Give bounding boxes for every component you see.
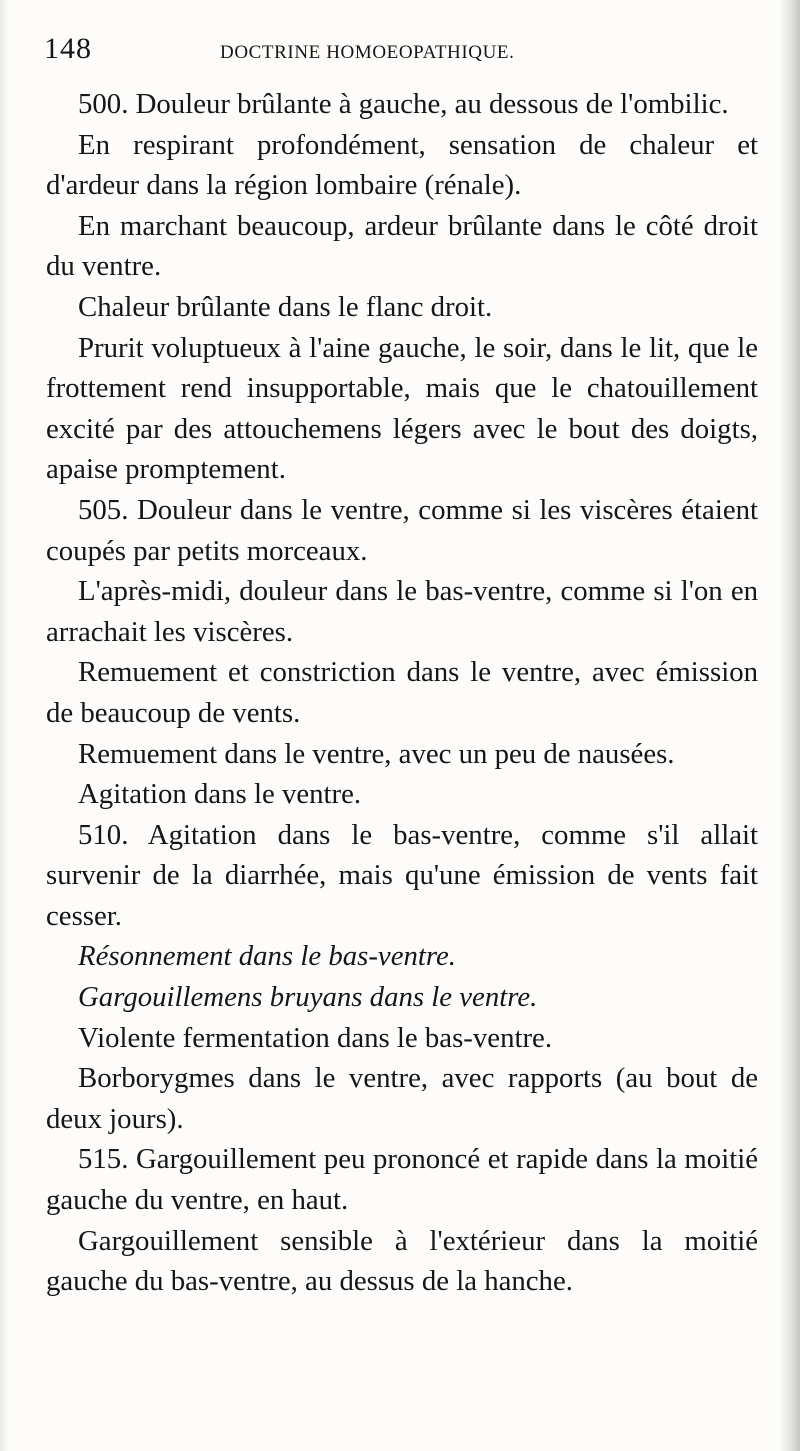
paragraph-italic: Gargouillemens bruyans dans le ventre. (78, 981, 538, 1014)
paragraph: Prurit voluptueux à l'aine gauche, le soir, dans le lit, que le frottement rend insupportable, mais que le chatouillement excité par des attouchemens légers avec le bout des doigts, apaise promptement. (46, 331, 758, 486)
paragraph: 500. Douleur brûlante à gauche, au dessous de l'ombilic. (78, 88, 729, 120)
paragraph: Agitation dans le ventre. (78, 778, 362, 811)
gutter-shadow (778, 0, 800, 1451)
paragraph: Borborygmes dans le ventre, avec rapports (au bout de deux jours). (46, 1062, 758, 1135)
running-head: DOCTRINE HOMOEOPATHIQUE. (220, 42, 515, 63)
paragraph: 505. Douleur dans le ventre, comme si les viscères étaient coupés par petits morceaux. (46, 493, 758, 567)
paragraph: Chaleur brûlante dans le flanc droit. (78, 290, 493, 323)
page-edge-shadow (0, 0, 10, 1451)
page-header (44, 32, 754, 72)
paragraph: 510. Agitation dans le bas-ventre, comme s'il allait survenir de la diarrhée, mais qu'une émission de vents fait cesser. (46, 818, 758, 932)
paragraph: L'après-midi, douleur dans le bas-ventre, comme si l'on en arrachait les viscères. (46, 575, 758, 648)
page-number: 148 (44, 32, 92, 65)
paragraph: En respirant profondément, sensation de chaleur et d'ardeur dans la région lombaire (rénale). (46, 128, 758, 202)
paragraph: Gargouillement sensible à l'extérieur dans la moitié gauche du bas-ventre, au dessus de la hanche. (46, 1224, 758, 1298)
paragraph: En marchant beaucoup, ardeur brûlante dans le côté droit du ventre. (46, 209, 758, 283)
paragraph: Violente fermentation dans le bas-ventre. (78, 1021, 553, 1054)
paragraph: Remuement et constriction dans le ventre, avec émission de beaucoup de vents. (46, 656, 758, 729)
paragraph: Remuement dans le ventre, avec un peu de nausées. (78, 737, 675, 770)
page-body (46, 84, 758, 1302)
paragraph-italic: Résonnement dans le bas-ventre. (78, 940, 456, 973)
paragraph: 515. Gargouillement peu prononcé et rapide dans la moitié gauche du ventre, en haut. (46, 1143, 758, 1217)
